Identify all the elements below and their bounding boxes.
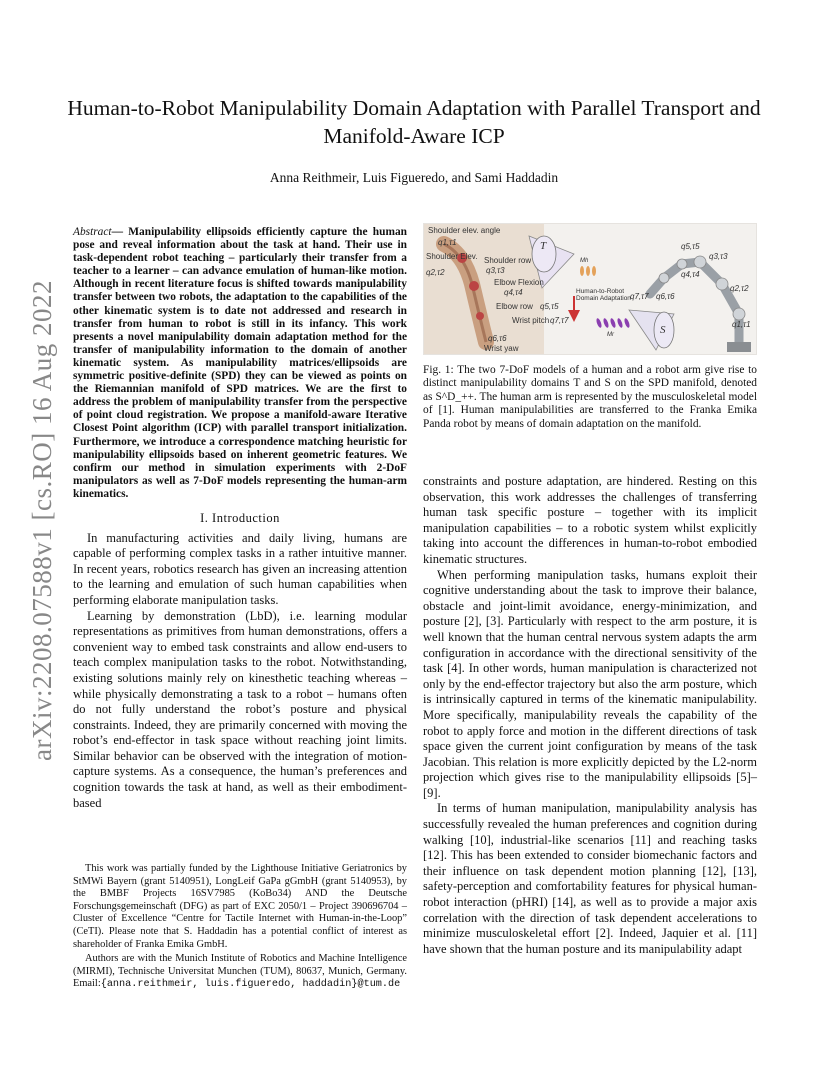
label-elbow-row: Elbow row	[496, 302, 533, 311]
affiliation-footnote: Authors are with the Munich Institute of Robotics and Machine Intelligence (MIRMI), Technische Universitat Munchen (TUM), 80637, Munich, Germany. Email:{anna.reithmeir, luis.figueredo, haddadin}@tum.de	[73, 953, 407, 991]
label-shoulder-row: Shoulder row	[484, 256, 532, 265]
label-q7-robot: q7,τ7	[630, 292, 649, 301]
label-wrist-yaw: Wrist yaw	[484, 344, 519, 353]
figure-1	[423, 223, 757, 355]
label-set-T: T	[540, 240, 547, 252]
label-wrist-pitch: Wrist pitch	[512, 316, 550, 325]
figure-1-caption: Fig. 1: The two 7-DoF models of a human and a robot arm give rise to distinct manipulability domains T and S on the SPD manifold, denoted as S^D_++. The human arm is represented by the musculoskeletal model of [1]. Human manipulabilities are transferred to the Franka Emika Panda robot by means of domain adaptation on the manifold.	[423, 364, 757, 430]
intro-paragraph-2: Learning by demonstration (LbD), i.e. learning modular representations as primitives from human demonstrations, offers a convenient way to embed task constraints and allow end-users to teach complex manipulation tasks to the robot. Notwithstanding, existing solutions mainly rely on kinesthetic teaching whereas – while physically demonstrating a task to a robot – humans often do not fully understand the robot’s posture and physical constraints. Indeed, they are primarily concerned with moving the robot’s end-effector in task space without reaching joint limits. Similar behavior can be observed with the integration of motion-capture systems. As a consequence, the human’s preferences and cognition towards the task at hand, as well as their embodiment-based	[73, 608, 407, 810]
arxiv-stamp: arXiv:2208.07588v1 [cs.RO] 16 Aug 2022	[26, 279, 57, 761]
section-heading-introduction: I. Introduction	[200, 510, 280, 525]
label-q1-robot: q1,τ1	[732, 320, 751, 329]
label-Mh: Mh	[580, 258, 589, 264]
label-q6-robot: q6,τ6	[656, 292, 675, 301]
label-q4-human: q4,τ4	[504, 288, 523, 297]
paper-title: Human-to-Robot Manipulability Domain Adaptation with Parallel Transport and Manifold-Aware ICP	[67, 96, 761, 148]
right-paragraph-3: In terms of human manipulation, manipulability analysis has successfully revealed the human preferences and cognition during walking [10], industrial-like scenarios [11] and reaching tasks [12]. This has been extended to consider biomechanic factors and their influence on task dependent motion planning [12], [13], safety-perception and comfortability features for physical human-robot interaction (pHRI) [14], as well as to provide a major axis correlation with the direction of task dependent accelerations to minimize musculoskeletal effort [2]. Indeed, Jaquier et al. [11] have shown that the human posture and its manipulability adapt	[423, 801, 757, 956]
right-column	[423, 474, 757, 957]
label-q1-human: q1,τ1	[438, 238, 457, 247]
funding-footnote: This work was partially funded by the Lighthouse Initiative Geriatronics by StMWi Bayern (grant 5140951), LongLeif GaPa gGmbH (grant 5140953), by the BMBF Projects 16SV7985 (KoBo34) AND the Deutsche Forschungsgemeinschaft (DFG) as part of EXC 2050/1 – Project 390696704 – Cluster of Excellence “Centre for Tactile Internet with Human-in-the-Loop” (CeTI). Please note that S. Haddadin has a potential conflict of interest as shareholder of Franka Emika GmbH.	[73, 863, 407, 950]
label-q2-human: q2,τ2	[426, 268, 445, 277]
abstract	[73, 226, 407, 501]
label-shoulder-elev-angle: Shoulder elev. angle	[428, 226, 501, 235]
label-q7-human: q7,τ7	[550, 316, 569, 325]
label-set-S: S	[660, 324, 666, 336]
label-q3-human: q3,τ3	[486, 266, 505, 275]
label-q4-robot: q4,τ4	[681, 270, 700, 279]
label-domain-adaptation: Human-to-Robot Domain Adaptation	[576, 288, 631, 302]
author-emails: {anna.reithmeir, luis.figueredo, haddadin}@tum.de	[100, 979, 401, 991]
label-elbow-flexion: Elbow Flexion	[494, 278, 544, 287]
label-shoulder-elev: Shoulder Elev.	[426, 252, 478, 261]
footnotes	[73, 863, 407, 994]
label-q5-robot: q5,τ5	[681, 242, 700, 251]
right-paragraph-2: When performing manipulation tasks, humans exploit their cognitive understanding about the task to improve their balance, obstacle and joint-limit avoidance, energy-minimization, and posture [2], [3]. Particularly with respect to the arm posture, it is well known that the human central nervous system adapts the arm configuration in accordance with the directional sensitivity of the task [4]. In other words, human manipulation is characterized not only by the end-effector trajectory but also the arm posture, which is intrinsically captured in terms of the kinematic manipulability. More specifically, manipulability reveals the capability of the robot to apply force and motion in the different directions of task space given the current joint configuration by means of the task Jacobian. This relation is more explicitly depicted by the L2-norm projection which gives rise to the manipulability ellipsoids [5]–[9].	[423, 567, 757, 800]
left-column	[73, 226, 407, 811]
authors: Anna Reithmeir, Luis Figueredo, and Sami Haddadin	[269, 170, 559, 185]
label-q2-robot: q2,τ2	[730, 284, 749, 293]
label-q6-human: q6,τ6	[488, 334, 507, 343]
label-q5-human: q5,τ5	[540, 302, 559, 311]
label-q3-robot: q3,τ3	[709, 252, 728, 261]
right-paragraph-1: constraints and posture adaptation, are hindered. Resting on this observation, this work addresses the challenges of transferring human task specific posture – together with its implicit manipulation capabilities – to a robotic system whilst explicitly taking into account the differences in human-to-robot embodied kinematic structures.	[423, 474, 757, 566]
abstract-label: Abstract	[73, 226, 112, 238]
intro-paragraph-1: In manufacturing activities and daily living, humans are capable of performing complex tasks in a rather intuitive manner. In recent years, robotics research has given an increasing attention to the learning and emulation of such human capabilities when performing elaborate manipulation tasks.	[73, 530, 407, 607]
abstract-text: — Manipulability ellipsoids efficiently capture the human pose and reveal information about the task at hand. Their use in task-dependent robot teaching – particularly their transfer from a teacher to a learner – can advance emulation of human-like motion. Although in recent literature focus is shifted towards manipulability transfer between two robots, the adaptation to the capabilities of the other kinematic system is to date not addressed and research in transfer from human to robot is still in its infancy. This work presents a novel manipulability domain adaptation method for the transfer of manipulability information to the domain of another kinematic system. As manipulability matrices/ellipsoids are symmetric positive-definite (SPD) they can be viewed as points on the Riemannian manifold of SPD matrices. We are the first to address the problem of manipulability transfer from the perspective of point cloud registration. We propose a manifold-aware Iterative Closest Point algorithm (ICP) with parallel transport initialization. Furthermore, we introduce a correspondence matching heuristic for manipulability ellipsoids based on inherent geometric features. We confirm our method in simulation experiments with 2-DoF manipulators as well as 7-DoF models representing the human-arm kinematics.	[73, 226, 407, 500]
label-Mr: Mr	[607, 332, 614, 338]
